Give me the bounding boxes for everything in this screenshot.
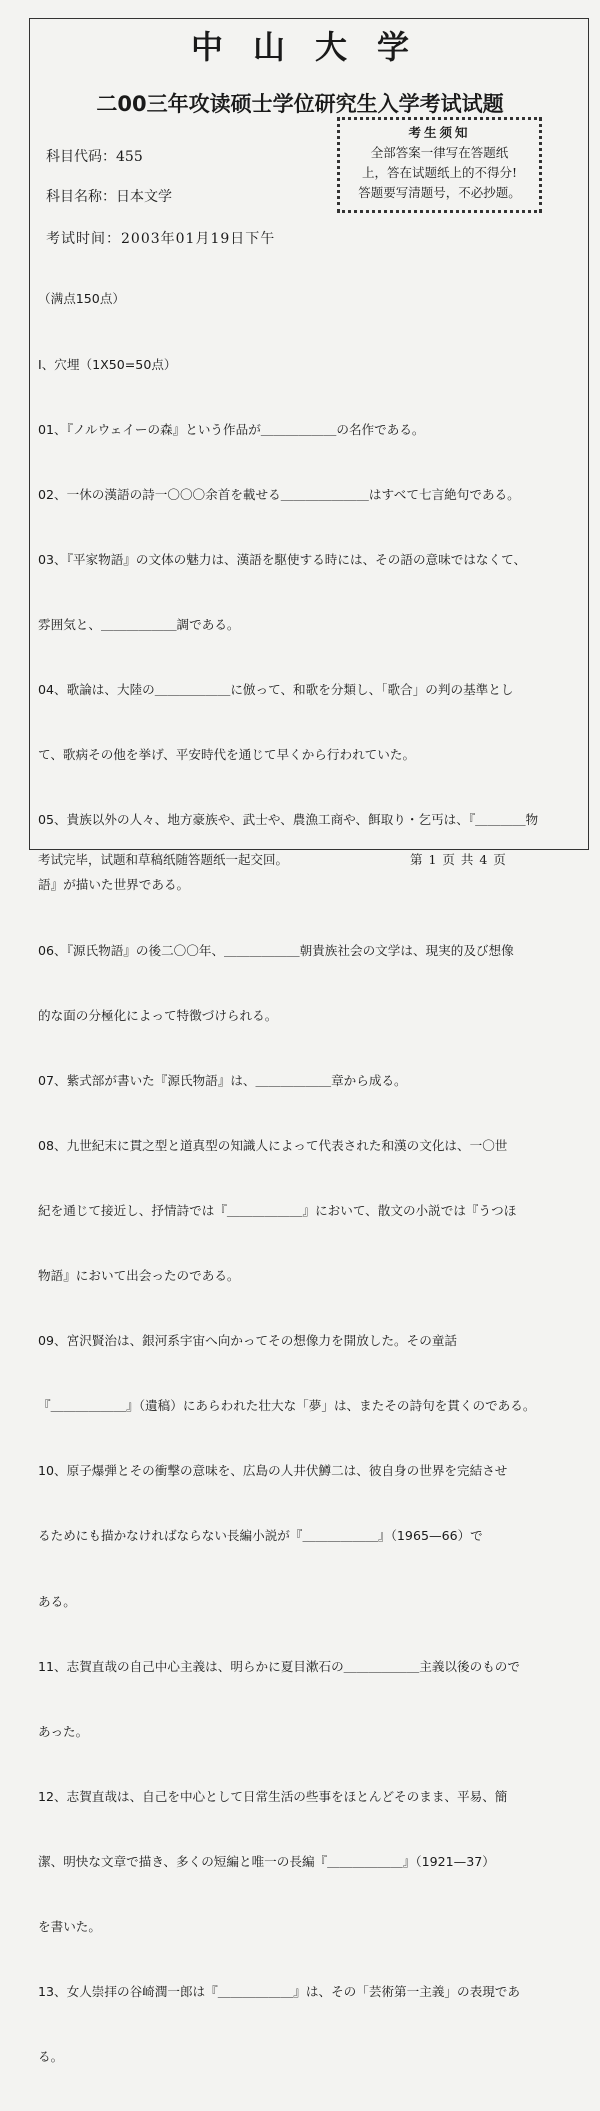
- question-line: あった。: [38, 1723, 89, 1739]
- candidate-notice-box: [337, 117, 542, 213]
- page-number: 第 1 页 共 4 页: [410, 852, 507, 867]
- question-body: [38, 245, 578, 2111]
- question-line: 物語』において出会ったのである。: [38, 1268, 240, 1284]
- subject-code: 科目代码：455: [46, 149, 143, 165]
- footer-note: 考试完毕，试题和草稿纸随答题纸一起交回。: [38, 852, 289, 867]
- question-line: 11、志賀直哉の自己中心主義は、明らかに夏目漱石の＿＿＿＿＿＿主義以後のもので: [38, 1658, 520, 1674]
- question-line: 02、一休の漢語の詩一〇〇〇余首を載せる＿＿＿＿＿＿＿はすべて七言絶句である。: [38, 486, 520, 502]
- question-line: る。: [38, 2049, 64, 2065]
- question-line: るためにも描かなければならない長編小説が『＿＿＿＿＿＿』（1965—66）で: [38, 1528, 483, 1544]
- question-line: 潔、明快な文章で描き、多くの短編と唯一の長編『＿＿＿＿＿＿』（1921—37）: [38, 1854, 495, 1870]
- question-line: 05、貴族以外の人々、地方豪族や、武士や、農漁工商や、餌取り・乞丐は、『＿＿＿＿物: [38, 812, 539, 828]
- subject-name: 科目名称：日本文学: [46, 189, 172, 205]
- question-line: 06、『源氏物語』の後二〇〇年、＿＿＿＿＿＿朝貴族社会の文学は、現実的及び想像: [38, 942, 514, 958]
- section-heading: I、穴埋（1X50=50点）: [38, 356, 177, 372]
- exam-time: 考试时间：2003年01月19日下午: [46, 231, 276, 247]
- question-line: 08、九世紀末に貫之型と道真型の知識人によって代表された和漢の文化は、一〇世: [38, 1137, 508, 1153]
- question-line: 01、『ノルウェイーの森』という作品が＿＿＿＿＿＿の名作である。: [38, 421, 425, 437]
- question-line: を書いた。: [38, 1919, 101, 1935]
- question-line: 語』が描いた世界である。: [38, 877, 190, 893]
- question-line: 『＿＿＿＿＿＿』（遺稿）にあらわれた壮大な「夢」は、またその詩句を貫くのである。: [38, 1398, 536, 1414]
- question-line: 12、志賀直哉は、自己を中心として日常生活の些事をほとんどそのまま、平易、簡: [38, 1788, 508, 1804]
- notice-line: 全部答案一律写在答题纸: [370, 145, 509, 160]
- notice-line: 上，答在试题纸上的不得分!: [361, 165, 518, 180]
- question-line: 09、宮沢賢治は、銀河系宇宙へ向かってその想像力を開放した。その童話: [38, 1333, 458, 1349]
- university-name: 中山大学: [190, 28, 439, 66]
- question-line: て、歌病その他を挙げ、平安時代を通じて早くから行われていた。: [38, 747, 416, 763]
- question-line: 07、紫式部が書いた『源氏物語』は、＿＿＿＿＿＿章から成る。: [38, 1072, 407, 1088]
- question-line: ある。: [38, 1593, 76, 1609]
- total-score: （满点150点）: [38, 291, 126, 307]
- question-line: 10、原子爆弾とその衝撃の意味を、広島の人井伏鱒二は、彼自身の世界を完結させ: [38, 1463, 508, 1479]
- notice-line: 答题要写清题号，不必抄题。: [358, 185, 521, 200]
- exam-title: 二00三年攻读硕士学位研究生入学考试试题: [96, 92, 504, 116]
- notice-title: 考生须知: [408, 125, 471, 140]
- question-line: 雰囲気と、＿＿＿＿＿＿調である。: [38, 616, 240, 632]
- question-line: 的な面の分極化によって特徴づけられる。: [38, 1007, 278, 1023]
- question-line: 紀を通じて接近し、抒情詩では『＿＿＿＿＿＿』において、散文の小説では『うつほ: [38, 1202, 517, 1218]
- question-line: 04、歌論は、大陸の＿＿＿＿＿＿に倣って、和歌を分類し、「歌合」の判の基準とし: [38, 682, 514, 698]
- question-line: 13、女人崇拝の谷崎潤一郎は『＿＿＿＿＿＿』は、その「芸術第一主義」の表現であ: [38, 1984, 520, 2000]
- question-line: 03、『平家物語』の文体の魅力は、漢語を駆使する時には、その語の意味ではなくて、: [38, 551, 527, 567]
